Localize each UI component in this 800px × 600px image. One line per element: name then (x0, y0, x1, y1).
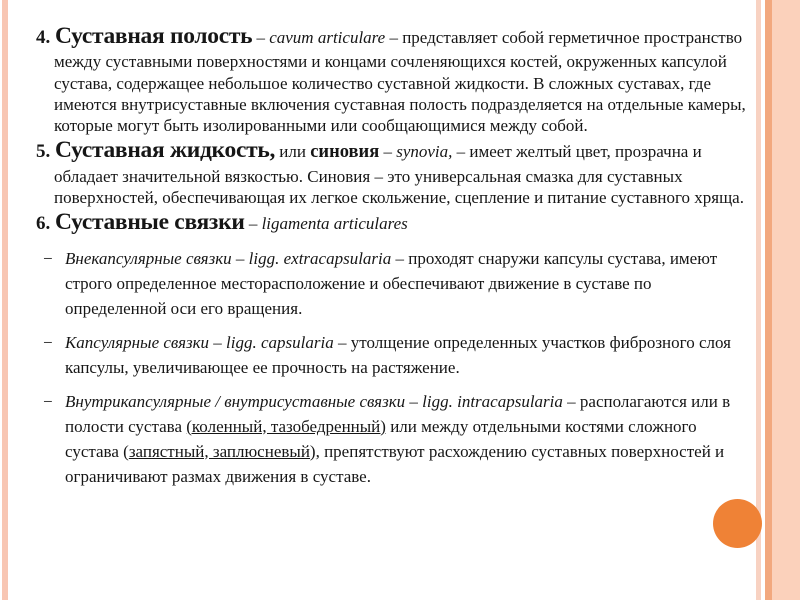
right-border-band (772, 0, 800, 600)
text-run: – (252, 28, 270, 47)
text-run: Суставная полость (55, 23, 253, 49)
text-run: – (379, 142, 397, 162)
text-run: Суставная жидкость, (55, 137, 276, 164)
text-run: Капсулярные связки – ligg. capsularia – (65, 332, 351, 352)
bullet-item (42, 247, 750, 322)
text-run: 4. (36, 27, 55, 48)
text-run: 5. (36, 141, 55, 163)
bullet-marker: − (42, 248, 54, 268)
bullet-marker: − (42, 391, 54, 411)
text-run: ligamenta articulares (261, 214, 408, 234)
text-run: запястный, заплюсневый) (128, 441, 316, 461)
bullet-item (42, 390, 750, 490)
slide-text-content (36, 22, 750, 489)
text-run: , препятствуют расхождению суставных поверхностей и ограничивают размах движения в суставе. (65, 441, 725, 486)
bullet-item (42, 331, 750, 381)
numbered-paragraph (36, 136, 750, 208)
text-run: – представляет собой герметичное пространство между суставными поверхностями и концами сочленяющихся костей, окруженных капсулой сустава, содержащее небольшое количество суставной жидкости. В сложных суставах, где имеются внутрисуставные включения суставная полость подразделяется на отдельные камеры, которые могут быть изолированными или сообщающимися между собой. (54, 28, 746, 136)
text-run: Внутрикапсулярные / внутрисуставные связки – ligg. intracapsularia – (65, 391, 580, 411)
text-run: располагаются или в полости сустава (65, 391, 731, 436)
text-run: synovia, (396, 142, 453, 162)
numbered-paragraph (36, 22, 750, 136)
text-run: синовия (310, 142, 380, 163)
text-run: Внекапсулярные связки – ligg. extracapsularia – (65, 248, 409, 268)
text-run: Суставные связки (55, 209, 245, 236)
text-run: 6. (36, 213, 55, 235)
text-run: – имеет желтый цвет, прозрачна и обладает значительной вязкостью. Синовия – это универсальная смазка для суставных поверхностей, обеспечивающая их легкое скольжение, сцепление и питание суставного хряща. (54, 142, 744, 207)
orange-circle-decoration (713, 499, 762, 548)
left-border-stripe (2, 0, 8, 600)
text-run: утолщение определенных участков фиброзного слоя капсулы, увеличивающее ее прочность на растяжение. (65, 332, 731, 377)
right-border-stripe-dark (765, 0, 772, 600)
text-run: проходят снаружи капсулы сустава, имеют строго определенное месторасположение и обеспечивают движение в суставе по определенной оси его вращения. (65, 248, 718, 318)
numbered-paragraph (36, 208, 750, 237)
text-run: – (244, 214, 262, 234)
text-run: (коленный, тазобедренный) (186, 416, 386, 436)
bullet-marker: − (42, 332, 54, 352)
text-run: cavum articulare (269, 28, 386, 47)
text-run: или между отдельными костями сложного сустава ( (65, 416, 697, 461)
text-run: или (275, 142, 311, 162)
